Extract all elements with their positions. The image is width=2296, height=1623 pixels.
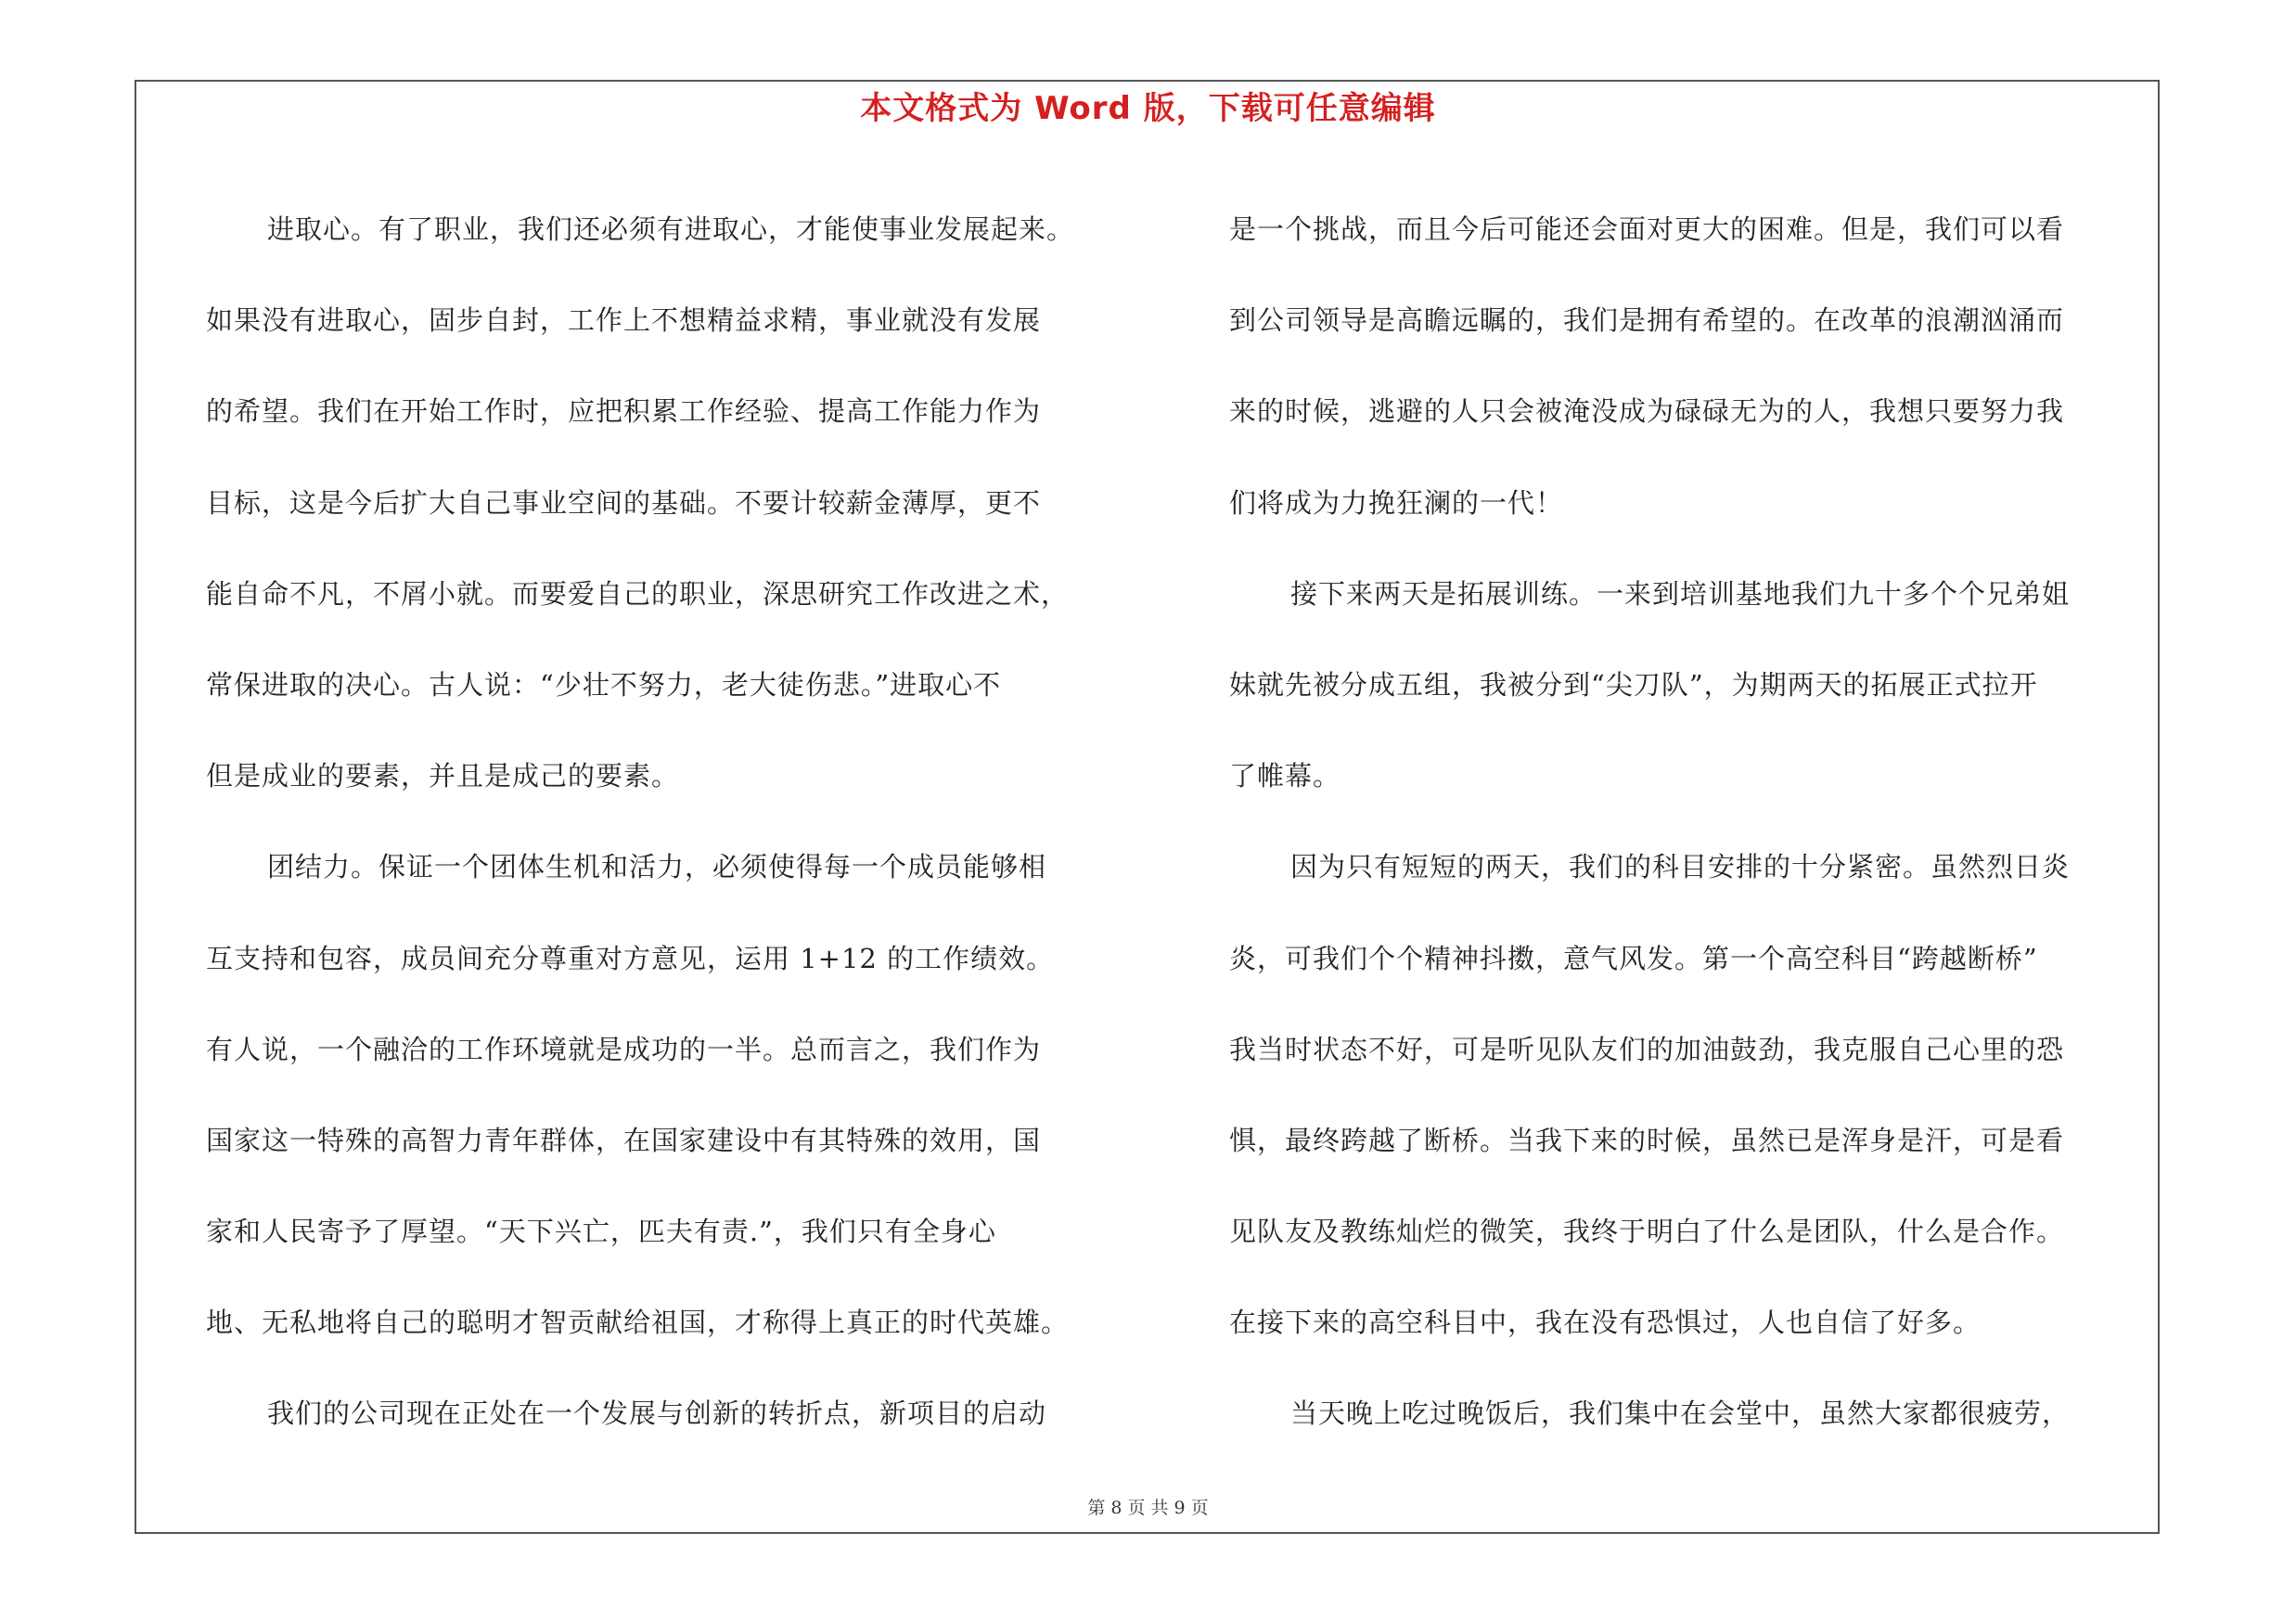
text-line: 团结力。保证一个团体生机和活力，必须使得每一个成员能够相	[267, 851, 1047, 883]
text-line: 来的时候，逃避的人只会被淹没成为碌碌无为的人，我想只要努力我	[1229, 395, 2065, 428]
text-line: 了帷幕。	[1229, 760, 1341, 792]
text-line: 是一个挑战，而且今后可能还会面对更大的困难。但是，我们可以看	[1229, 213, 2065, 245]
text-line: 我们的公司现在正处在一个发展与创新的转折点，新项目的启动	[267, 1398, 1047, 1430]
text-line: 但是成业的要素，并且是成己的要素。	[206, 760, 680, 792]
text-line: 我当时状态不好，可是听见队友们的加油鼓劲，我克服自己心里的恐	[1229, 1033, 2065, 1065]
text-line: 常保进取的决心。古人说：“少壮不努力，老大徒伤悲。”进取心不	[206, 668, 1002, 701]
text-line: 在接下来的高空科目中，我在没有恐惧过，人也自信了好多。	[1229, 1307, 1982, 1339]
text-line: 家和人民寄予了厚望。“天下兴亡，匹夫有责.”，我们只有全身心	[206, 1216, 996, 1248]
text-line: 当天晚上吃过晚饭后，我们集中在会堂中，虽然大家都很疲劳，	[1290, 1398, 2071, 1430]
text-line: 炎，可我们个个精神抖擞，意气风发。第一个高空科目“跨越断桥”	[1229, 942, 2038, 974]
text-line: 到公司领导是高瞻远瞩的，我们是拥有希望的。在改革的浪潮汹涌而	[1229, 304, 2065, 337]
document-banner: 本文格式为 Word 版，下载可任意编辑	[860, 90, 1436, 127]
text-line: 见队友及教练灿烂的微笑，我终于明白了什么是团队，什么是合作。	[1229, 1216, 2065, 1248]
text-line: 如果没有进取心，固步自封，工作上不想精益求精，事业就没有发展	[206, 304, 1042, 337]
text-line: 妹就先被分成五组，我被分到“尖刀队”，为期两天的拓展正式拉开	[1229, 668, 2038, 701]
text-line: 接下来两天是拓展训练。一来到培训基地我们九十多个个兄弟姐	[1290, 577, 2071, 610]
text-line: 因为只有短短的两天，我们的科目安排的十分紧密。虽然烈日炎	[1290, 851, 2071, 883]
text-line: 们将成为力挽狂澜的一代！	[1229, 486, 1564, 519]
text-line: 的希望。我们在开始工作时，应把积累工作经验、提高工作能力作为	[206, 395, 1042, 428]
text-line: 惧，最终跨越了断桥。当我下来的时候，虽然已是浑身是汗，可是看	[1229, 1124, 2065, 1156]
text-line: 国家这一特殊的高智力青年群体，在国家建设中有其特殊的效用，国	[206, 1124, 1042, 1156]
text-line: 目标，这是今后扩大自己事业空间的基础。不要计较薪金薄厚，更不	[206, 486, 1042, 519]
text-line: 地、无私地将自己的聪明才智贡献给祖国，才称得上真正的时代英雄。	[206, 1307, 1070, 1339]
text-line: 能自命不凡，不屑小就。而要爱自己的职业，深思研究工作改进之术，	[206, 577, 1070, 610]
text-line: 互支持和包容，成员间充分尊重对方意见，运用 1+12 的工作绩效。	[206, 942, 1055, 974]
page-number: 第 8 页 共 9 页	[1087, 1498, 1209, 1518]
left-column	[206, 184, 1115, 1460]
text-line: 进取心。有了职业，我们还必须有进取心，才能使事业发展起来。	[267, 213, 1075, 245]
right-column	[1229, 184, 2157, 1460]
text-line: 有人说，一个融洽的工作环境就是成功的一半。总而言之，我们作为	[206, 1033, 1042, 1065]
